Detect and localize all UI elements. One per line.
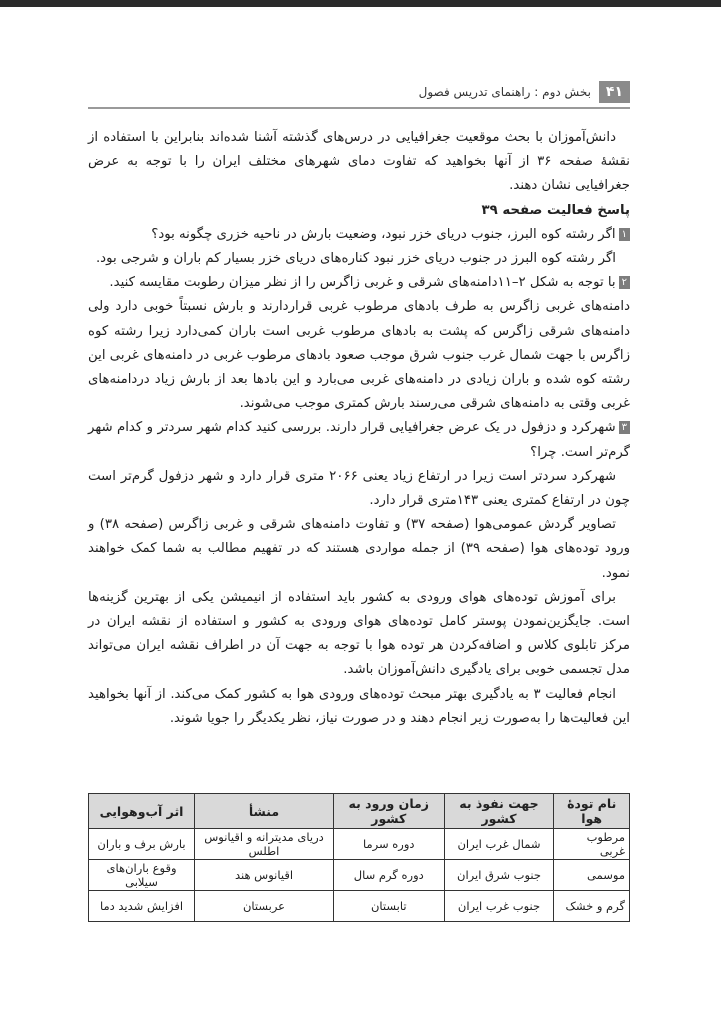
table-cell: عربستان	[195, 891, 334, 922]
page-number: ۴۱	[599, 81, 630, 103]
viewer-top-bar	[0, 0, 721, 7]
paragraph-images: تصاویر گردش عمومی‌هوا (صفحه ۳۷) و تفاوت دامنه‌های شرقی و غربی زاگرس (صفحه ۳۸) و ورود توده‌های هوا (صفحه ۳۹) از جمله مواردی هستند که در تفهیم مطالب به شما کمک خواهند نمود.	[88, 517, 631, 581]
question-number-badge: ۲	[619, 276, 630, 289]
table-cell: مرطوب غربی	[554, 829, 630, 860]
answer-2: دامنه‌های غربی زاگرس به طرف بادهای مرطوب غربی قراردارند و بارش نسبتاً خوبی دارد ولی دامنه‌های شرقی زاگرس که پشت به بادهای مرطوب غربی است باران کمی‌دارد زیرا رشته کوه زاگرس با جهت شمال غرب جنوب شرق موجب صعود بادهای مرطوب غربی در دامنه‌های غربی این رشته کوه شده و باران زیادی در دامنه‌های غربی می‌بارد و این بادها بعد از بارش زیاد دردامنه‌های غربی وقتی به دامنه‌های شرقی می‌رسند بارش کمتری موجب می‌شوند.	[88, 299, 630, 412]
answer-1: اگر رشته کوه البرز در جنوب دریای خزر نبود کناره‌های دریای خزر بسیار کم باران و شرجی بود.	[95, 251, 616, 267]
header-rule	[88, 107, 630, 109]
question-2-text: با توجه به شکل ۲–۱۱دامنه‌های شرقی و غربی زاگرس را از نظر میزان رطوبت مقایسه کنید.	[109, 275, 616, 291]
question-3-text: شهرکرد و دزفول در یک عرض جغرافیایی قرار دارند. بررسی کنید کدام شهر سردتر و کدام شهر گرم‌تر است. چرا؟	[88, 420, 630, 460]
table-cell: افزایش شدید دما	[89, 891, 195, 922]
table-cell: تابستان	[333, 891, 444, 922]
section-heading: پاسخ فعالیت صفحه ۳۹	[481, 202, 630, 218]
table-row	[89, 860, 630, 891]
question-number-badge: ۱	[619, 228, 630, 241]
air-masses-table	[88, 793, 630, 922]
answer-3: شهرکرد سردتر است زیرا در ارتفاع زیاد یعنی ۲۰۶۶ متری قرار دارد و شهر دزفول گرم‌تر است چون در ارتفاع کمتری یعنی ۱۴۳متری قرار دارد.	[88, 468, 630, 509]
table-cell: جنوب غرب ایران	[444, 891, 554, 922]
table-cell: شمال غرب ایران	[444, 829, 554, 860]
column-header: اثر آب‌وهوایی	[89, 794, 195, 829]
column-header: زمان ورود به کشور	[333, 794, 444, 829]
table-cell: دریای مدیترانه و اقیانوس اطلس	[195, 829, 334, 860]
question-2	[88, 271, 630, 295]
table-cell: موسمی	[554, 860, 630, 891]
table-cell: بارش برف و باران	[89, 829, 195, 860]
column-header: منشأ	[195, 794, 334, 829]
question-3	[88, 416, 630, 464]
paragraph-activity: انجام فعالیت ۳ به یادگیری بهتر مبحث توده‌های ورودی هوا به کشور کمک می‌کند. از آنها بخواهید این فعالیت‌ها را به‌صورت زیر انجام دهند و در صورت نیاز، نظر یکدیگر را جویا شوند.	[88, 686, 630, 726]
paragraph-animation: برای آموزش توده‌های هوای ورودی به کشور باید استفاده از انیمیشن یکی از بهترین گزینه‌ها است. جایگزین‌نمودن پوستر کامل توده‌های هوای ورودی به کشور و استفاده از نقشه ایران در مرکز تابلوی کلاس و اضافه‌کردن هر توده هوا با توجه به جهت آن در اطراف نقشه ایران می‌تواند مدل تجسمی خوبی برای یادگیری دانش‌آموزان باشد.	[88, 589, 630, 678]
question-1	[88, 223, 630, 247]
paragraph-intro: دانش‌آموزان با بحث موقعیت جغرافیایی در درس‌های گذشته آشنا شده‌اند بنابراین با استفاده از نقشهٔ صفحه ۳۶ از آنها بخواهید که تفاوت دمای شهرهای مختلف ایران را با توجه به عرض جغرافیایی نشان دهند.	[88, 130, 630, 194]
table-cell: دوره گرم سال	[333, 860, 444, 891]
table-cell: اقیانوس هند	[195, 860, 334, 891]
running-head: بخش دوم : راهنمای تدریس فصول	[418, 85, 591, 99]
page-header	[88, 80, 630, 104]
table-cell: دوره سرما	[333, 829, 444, 860]
table-cell: جنوب شرق ایران	[444, 860, 554, 891]
column-header: نام تودهٔ هوا	[554, 794, 630, 829]
table-header-row	[89, 794, 630, 829]
table-row	[89, 891, 630, 922]
question-1-text: اگر رشته کوه البرز، جنوب دریای خزر نبود، وضعیت بارش در ناحیه خزری چگونه بود؟	[151, 226, 616, 242]
table-cell: گرم و خشک	[554, 891, 630, 922]
table-row	[89, 829, 630, 860]
table-cell: وقوع باران‌های سیلابی	[89, 860, 195, 891]
column-header: جهت نفوذ به کشور	[444, 794, 554, 829]
question-number-badge: ۳	[619, 421, 630, 434]
body-text	[88, 126, 630, 731]
